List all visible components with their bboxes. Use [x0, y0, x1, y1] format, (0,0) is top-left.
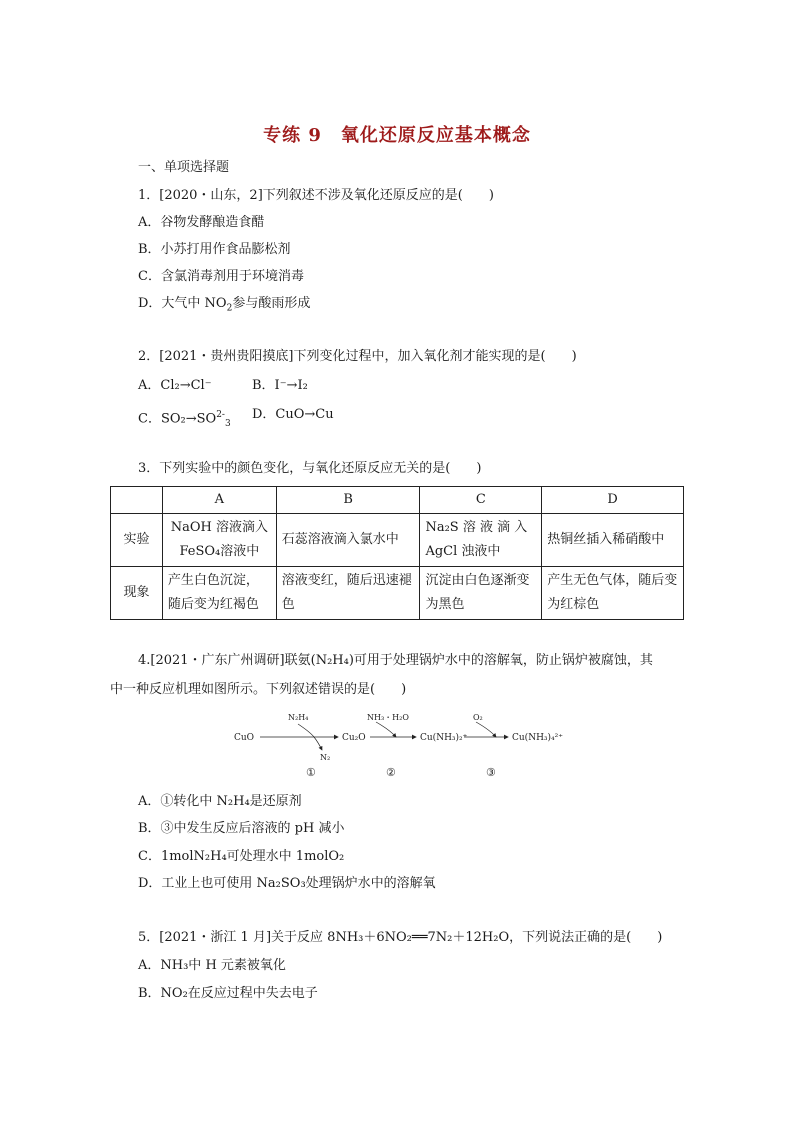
- q2-stem: 2．[2021・贵州贵阳摸底]下列变化过程中，加入氧化剂才能实现的是( ): [138, 349, 577, 364]
- step-1-label: ①: [306, 766, 316, 779]
- reaction-mechanism-diagram: [230, 708, 570, 780]
- node-cuo: CuO: [234, 733, 255, 743]
- table-header-row: [111, 487, 684, 514]
- q4-option-d: D．工业上也可使用 Na₂SO₃处理锅炉水中的溶解氧: [138, 876, 436, 891]
- q4-stem-line2: 中一种反应机理如图所示。下列叙述错误的是( ): [110, 682, 407, 697]
- table-header-cell: C: [420, 487, 542, 514]
- q5-option-b: B．NO₂在反应过程中失去电子: [138, 986, 318, 1001]
- q4-stem-line1: 4.[2021・广东广州调研]联氨(N₂H₄)可用于处理锅炉水中的溶解氧，防止锅炉被腐蚀，其: [138, 653, 653, 668]
- table-cell: 石蕊溶液滴入氯水中: [276, 514, 420, 567]
- table-header-cell: D: [542, 487, 684, 514]
- reagent-curve-3: [476, 722, 496, 737]
- table-cell: 产生白色沉淀，随后变为红褐色: [162, 567, 276, 620]
- table-header-cell: A: [162, 487, 276, 514]
- step-3-label: ③: [486, 766, 496, 779]
- table-header-cell: [111, 487, 163, 514]
- reagent-o2: O₂: [473, 713, 483, 722]
- q4-option-b: B．③中发生反应后溶液的 pH 减小: [138, 821, 345, 836]
- table-header-cell: B: [276, 487, 420, 514]
- q1-option-a: A．谷物发酵酿造食醋: [138, 215, 265, 230]
- q2-option-a: A．Cl₂→Cl⁻: [138, 378, 212, 393]
- q2-option-c: C．$SO_2\to SO^{2-}_3$: [138, 410, 231, 429]
- q5-option-a: A．NH₃中 H 元素被氧化: [138, 958, 286, 973]
- reagent-n2h4: N₂H₄: [288, 713, 309, 722]
- product-n2: N₂: [320, 753, 331, 762]
- table-cell: 产生无色气体，随后变为红棕色: [542, 567, 684, 620]
- q1-option-d: D．大气中 $NO_2$参与酸雨形成: [138, 296, 311, 314]
- q1-stem: 1．[2020・山东，2]下列叙述不涉及氧化还原反应的是( ): [138, 188, 494, 203]
- table-row: [111, 567, 684, 620]
- node-cu2o: Cu₂O: [342, 733, 366, 743]
- step-2-label: ②: [386, 766, 396, 779]
- node-cu-nh3-4: Cu(NH₃)₄²⁺: [512, 733, 564, 743]
- row-label: 实验: [111, 514, 163, 567]
- q3-table: [110, 486, 684, 620]
- q3-stem: 3．下列实验中的颜色变化，与氧化还原反应无关的是( ): [138, 461, 482, 476]
- table-cell: NaOH 溶液滴入 FeSO₄溶液中: [162, 514, 276, 567]
- table-row: [111, 514, 684, 567]
- reagent-nh3-h2o: NH₃・H₂O: [367, 713, 409, 722]
- node-cu-nh3-2: Cu(NH₃)₂⁺: [420, 733, 468, 743]
- row-label: 现象: [111, 567, 163, 620]
- q1-option-b: B．小苏打用作食品膨松剂: [138, 242, 291, 257]
- q2-option-d: D．CuO→Cu: [252, 407, 334, 422]
- table-cell: 热铜丝插入稀硝酸中: [542, 514, 684, 567]
- table-cell: 沉淀由白色逐渐变为黑色: [420, 567, 542, 620]
- page-title: 专练 9 氧化还原反应基本概念: [263, 125, 531, 146]
- section-heading: 一、单项选择题: [138, 160, 230, 175]
- q2-option-b: B．I⁻→I₂: [252, 378, 308, 393]
- reagent-curve-2: [376, 722, 396, 737]
- q1-option-c: C．含氯消毒剂用于环境消毒: [138, 269, 304, 284]
- table-cell: 溶液变红，随后迅速褪色: [276, 567, 420, 620]
- q4-option-a: A．①转化中 N₂H₄是还原剂: [138, 794, 302, 809]
- q4-option-c: C．1molN₂H₄可处理水中 1molO₂: [138, 849, 345, 864]
- q5-stem: 5．[2021・浙江 1 月]关于反应 8NH₃＋6NO₂══7N₂＋12H₂O，下列说法正确的是( ): [138, 930, 663, 945]
- table-cell: Na₂S 溶 液 滴 入 AgCl 浊液中: [420, 514, 542, 567]
